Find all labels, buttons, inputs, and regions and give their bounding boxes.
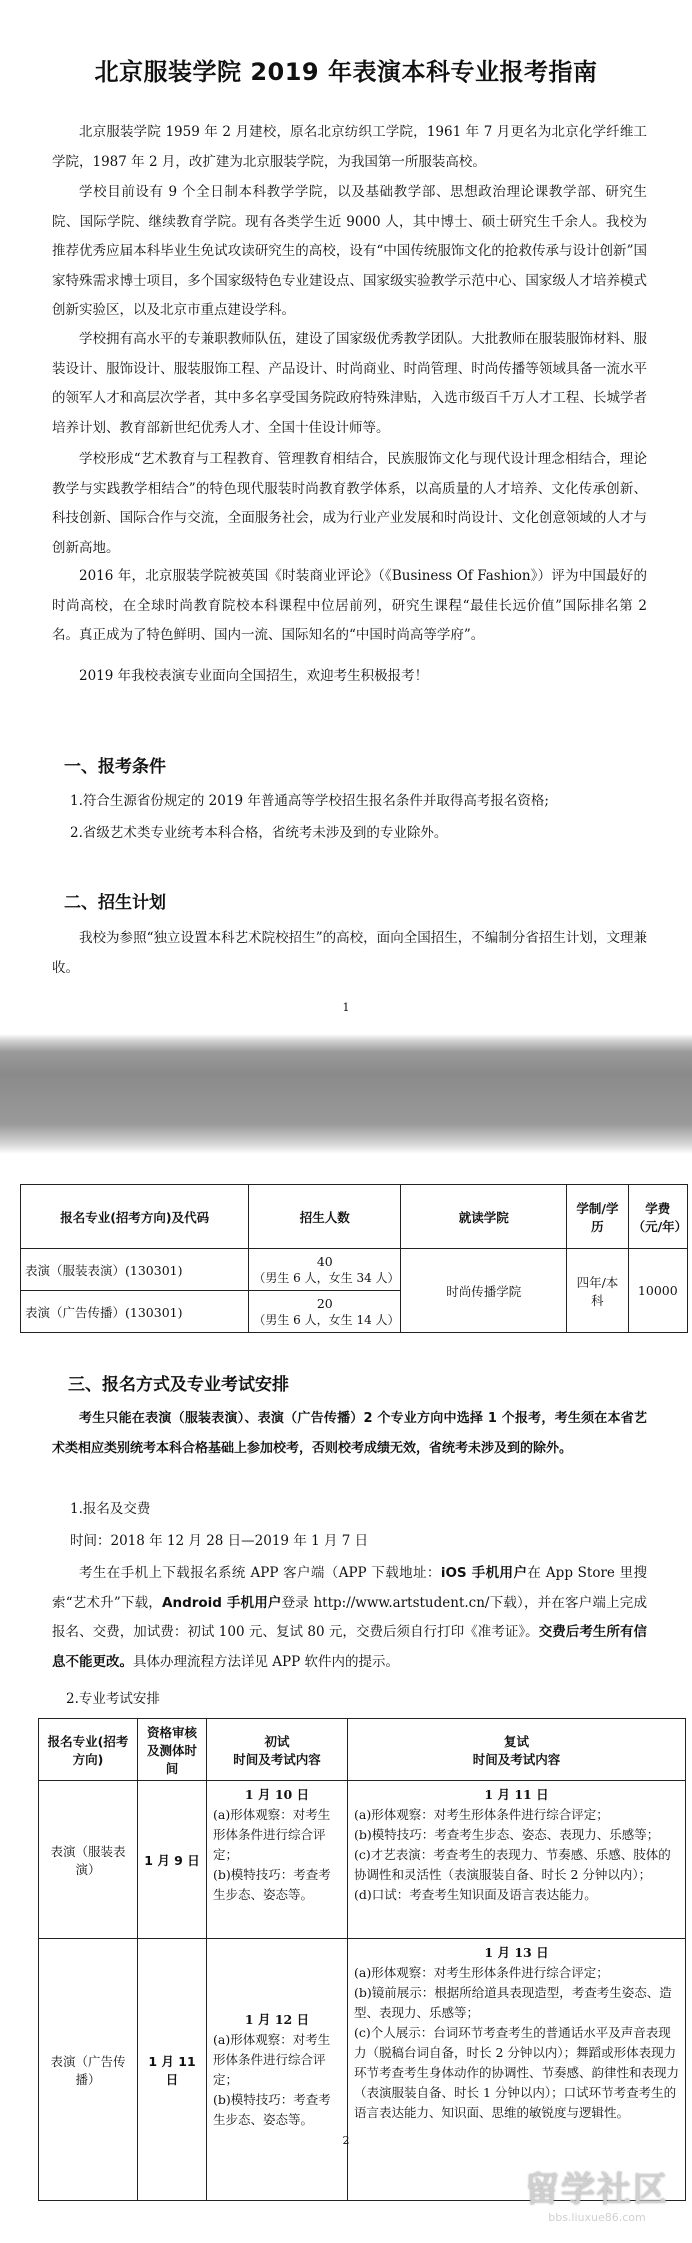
- watermark-url: bbs.liuxue86.com: [548, 2211, 646, 2224]
- first-round-item: (b)模特技巧：考查考生步态、姿态等。: [213, 2091, 331, 2127]
- document-title: 北京服装学院 2019 年表演本科专业报考指南: [94, 58, 598, 86]
- requirement-item-1: 1.符合生源省份规定的 2019 年普通高等学校招生报名条件并取得高考报名资格;: [70, 793, 549, 809]
- review-date-cell: 1 月 9 日: [138, 1781, 207, 1939]
- exam-major-cell: 表演（服装表演）: [39, 1781, 138, 1939]
- intro-paragraph-4: 学校形成“艺术教育与工程教育、管理教育相结合，民族服饰文化与现代设计理念相结合，理论教学与实践教学相结合”的特色现代服装时尚教育教学体系，以高质量的人才培养、文化传承创新、科技创新、国际合作与交流，全面服务社会，成为行业产业发展和时尚设计、文化创意领域的人才与创新高地。: [52, 451, 647, 556]
- intro-paragraph-2: 学校目前设有 9 个全日制本科教学学院，以及基础教学部、思想政治理论课教学部、研究生院、国际学院、继续教育学院。现有各类学生近 9000 人，其中博士、硕士研究生千余人。我校为推荐优秀应届本科毕业生免试攻读研究生的高校，设有“中国传统服饰文化的抢救传承与设计创新”国家特殊需求博士项目，多个国家级特色专业建设点、国家级实验教学示范中心、国家级人才培养模式创新实验区，以及北京市重点建设学科。: [52, 184, 647, 318]
- count-detail: （男生 6 人，女生 34 人）: [253, 1270, 400, 1285]
- watermark-logo: [512, 2169, 682, 2229]
- android-users-label: Android 手机用户: [162, 1594, 282, 1611]
- ios-users-label: iOS 手机用户: [440, 1565, 528, 1581]
- table-header-row: [21, 1185, 688, 1249]
- second-round-date: 1 月 11 日: [484, 1787, 549, 1802]
- section-heading-plan: 二、招生计划: [64, 893, 166, 913]
- enrollment-plan-table: [20, 1184, 688, 1333]
- document-page-1: [0, 0, 692, 1034]
- document-page-2: [0, 1154, 692, 2243]
- major-cell: 表演（服装表演）(130301): [21, 1249, 249, 1291]
- table-row: [39, 1781, 686, 1939]
- subheading-exam-schedule: 2.专业考试安排: [66, 1691, 160, 1707]
- header-review-time: 资格审核及测体时间: [138, 1719, 207, 1781]
- first-round-item: (a)形体观察：对考生形体条件进行综合评定；: [213, 1807, 331, 1862]
- header-first-round: [207, 1719, 348, 1781]
- app-text-d: 具体办理流程方法详见 APP 软件内的提示。: [133, 1653, 399, 1670]
- second-round-cell: [348, 1781, 686, 1939]
- app-text-c: 登录 http://www.artstudent.cn/下载），并在客户端上完成报名、交费，加试费：初试 100 元、复试 80 元，交费后须自行打印《准考证》。: [52, 1594, 647, 1640]
- registration-time: 时间：2018 年 12 月 28 日—2019 年 1 月 7 日: [70, 1533, 369, 1549]
- count-cell: [249, 1291, 401, 1333]
- second-round-item: (c)个人展示：台词环节考查考生的普通话水平及声音表现力（脱稿台词自备，时长 2 分钟以内）；舞蹈或形体表现力环节考查考生身体动作的协调性、节奏感、韵律性和表现力（表演服装自备、时长 1 分钟以内）；口试环节考查考生的语言表达能力、知识面、思维的敏锐度与逻辑性。: [354, 2025, 680, 2120]
- header-college: 就读学院: [401, 1185, 567, 1249]
- section-heading-registration: 三、报名方式及专业考试安排: [68, 1375, 289, 1395]
- header-exam-major: 报名专业(招考方向): [39, 1719, 138, 1781]
- second-round-date: 1 月 13 日: [484, 1945, 549, 1960]
- second-round-item: (d)口试：考查考生知识面及语言表达能力。: [354, 1887, 597, 1902]
- table-row: [21, 1249, 688, 1291]
- header-second-sub: 时间及考试内容: [472, 1751, 561, 1767]
- review-date-cell: 1 月 11 日: [138, 1939, 207, 2201]
- second-round-cell: [348, 1939, 686, 2201]
- count-cell: [249, 1249, 401, 1291]
- header-second-round: [348, 1719, 686, 1781]
- subheading-registration-fee: 1.报名及交费: [70, 1501, 151, 1517]
- requirement-item-2: 2.省级艺术类专业统考本科合格，省统考未涉及到的专业除外。: [70, 825, 448, 841]
- app-text-b: 在 App Store 里搜索“艺术升”下载，: [52, 1565, 647, 1611]
- fee-cell: 10000: [628, 1249, 687, 1333]
- second-round-item: (a)形体观察：对考生形体条件进行综合评定；: [354, 1965, 609, 1980]
- first-round-cell: [207, 1781, 348, 1939]
- header-major: 报名专业(招考方向)及代码: [21, 1185, 249, 1249]
- section-heading-requirements: 一、报考条件: [64, 757, 166, 777]
- first-round-item: (a)形体观察：对考生形体条件进行综合评定；: [213, 2031, 331, 2087]
- header-first-label: 初试: [264, 1733, 290, 1749]
- count-value: 40: [316, 1253, 333, 1269]
- header-fee: 学费（元/年）: [628, 1185, 687, 1249]
- second-round-item: (c)才艺表演：考查考生的表现力、节奏感、乐感、肢体的协调性和灵活性（表演服装自备、时长 2 分钟以内）；: [354, 1847, 671, 1882]
- major-cell: 表演（广告传播）(130301): [21, 1291, 249, 1333]
- no-change-warning: 交费后考生所有信息不能更改。: [52, 1624, 647, 1670]
- intro-paragraph-6: 2019 年我校表演专业面向全国招生，欢迎考生积极报考！: [79, 668, 429, 684]
- exam-major-cell: 表演（广告传播）: [39, 1939, 138, 2201]
- intro-paragraph-5: 2016 年，北京服装学院被英国《时装商业评论》（《Business Of Fashion》）评为中国最好的时尚高校，在全球时尚教育院校本科课程中位居前列，研究生课程“最佳长远价值”国际排名第 2 名。真正成为了特色鲜明、国内一流、国际知名的“中国时尚高等学府”。: [52, 568, 647, 643]
- count-value: 20: [316, 1295, 333, 1311]
- duration-cell: 四年/本科: [567, 1249, 628, 1333]
- college-cell: 时尚传播学院: [401, 1249, 567, 1333]
- intro-paragraph-1: 北京服装学院 1959 年 2 月建校，原名北京纺织工学院，1961 年 7 月更名为北京化学纤维工学院，1987 年 2 月，改扩建为北京服装学院，为我国第一所服装高校。: [52, 124, 647, 170]
- table-row: [39, 1939, 686, 2201]
- header-first-sub: 时间及考试内容: [233, 1751, 321, 1767]
- header-second-label: 复试: [503, 1733, 529, 1749]
- exam-header-row: [39, 1719, 686, 1781]
- second-round-item: (b)模特技巧：考查考生步态、姿态、表现力、乐感等；: [354, 1827, 660, 1842]
- first-round-date: 1 月 10 日: [244, 1787, 310, 1802]
- registration-bold-note: 考生只能在表演（服装表演）、表演（广告传播）2 个专业方向中选择 1 个报考，考生须在本省艺术类相应类别统考本科合格基础上参加校考，否则校考成绩无效，省统考未涉及到的除外。: [52, 1411, 647, 1456]
- watermark-brand: 留学社区: [525, 2170, 669, 2210]
- page-number-1: 1: [342, 1001, 350, 1014]
- page-separator: [0, 1034, 692, 1154]
- app-instructions: [52, 1559, 647, 1677]
- first-round-date: 1 月 12 日: [244, 2011, 310, 2027]
- count-detail: （男生 6 人，女生 14 人）: [253, 1312, 400, 1327]
- header-duration: 学制/学历: [567, 1185, 628, 1249]
- second-round-item: (b)镜前展示：根据所给道具表现造型，考查考生姿态、造型、表现力、乐感等；: [354, 1985, 672, 2020]
- exam-schedule-table: [38, 1718, 686, 2201]
- header-count: 招生人数: [249, 1185, 401, 1249]
- first-round-cell: [207, 1939, 348, 2201]
- second-round-item: (a)形体观察：对考生形体条件进行综合评定；: [354, 1807, 609, 1822]
- plan-paragraph: 我校为参照“独立设置本科艺术院校招生”的高校，面向全国招生，不编制分省招生计划，文理兼收。: [52, 930, 647, 976]
- page-number-2: 2: [342, 2134, 350, 2147]
- app-text-a: 考生在手机上下载报名系统 APP 客户端（APP 下载地址：: [79, 1565, 441, 1581]
- first-round-item: (b)模特技巧：考查考生步态、姿态等。: [213, 1867, 331, 1902]
- intro-paragraph-3: 学校拥有高水平的专兼职教师队伍，建设了国家级优秀教学团队。大批教师在服装服饰材料、服装设计、服饰设计、服装服饰工程、产品设计、时尚商业、时尚管理、时尚传播等领域具备一流水平的领军人才和高层次学者，其中多名享受国务院政府特殊津贴，入选市级百千万人才工程、长城学者培养计划、教育部新世纪优秀人才、全国十佳设计师等。: [52, 331, 647, 436]
